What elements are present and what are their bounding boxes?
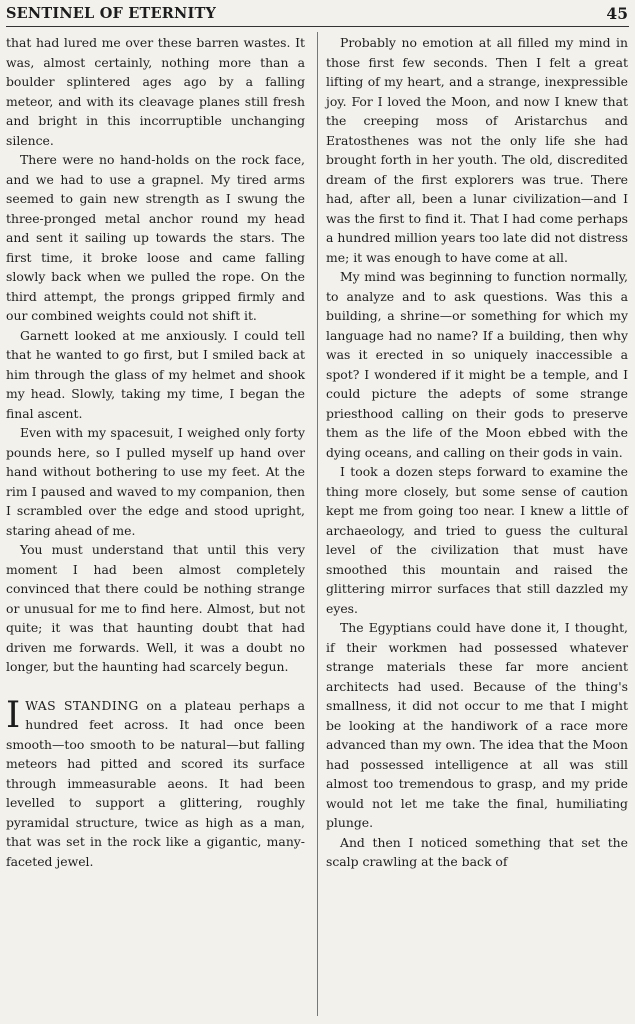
right-column: [326, 33, 628, 872]
paragraph: Garnett looked at me anxiously. I could tell that he wanted to go first, but I smiled back at him through the glass of my helmet and shook my head. Slowly, taking my time, I began the final ascent.: [6, 327, 305, 421]
paragraph: I took a dozen steps forward to examine the thing more closely, but some sense of caution kept me from going too near. I knew a little of archaeology, and tried to guess the cultural level of the civilization that must have smoothed this mountain and raised the glittering mirror surfaces that still dazzled my eyes.: [326, 464, 628, 616]
paragraph: that had lured me over these barren wastes. It was, almost certainly, nothing more than a boulder splintered ages ago by a falling meteor, and with its cleavage planes still fresh and bright in this incorruptible unchanging silence.: [6, 35, 305, 148]
small-caps-lead: WAS STANDING: [25, 697, 139, 713]
header-rule: [6, 26, 629, 27]
paragraph-text: on a plateau perhaps a hundred feet across. It had once been smooth—too smooth to be natural—but falling meteors had pitted and scored its surface through immeasurable aeons. It had been levelled to support a glittering, roughly pyramidal structure, twice as high as a man, that was set in the rock like a gigantic, many-faceted jewel.: [6, 697, 305, 869]
left-column: [6, 33, 305, 871]
paragraph: The Egyptians could have done it, I thought, if their workmen had possessed whatever strange materials these far more ancient architects had used. Because of the thing's smallness, it did not occur to me that I might be looking at the handiwork of a race more advanced than my own. The idea that the Moon had possessed intelligence at all was still almost too tremendous to grasp, and my pride would not let me take the final, humiliating plunge.: [326, 620, 628, 830]
paragraph: And then I noticed something that set the scalp crawling at the back of: [326, 834, 628, 869]
drop-cap: I: [6, 694, 21, 736]
paragraph: There were no hand-holds on the rock face, and we had to use a grapnel. My tired arms seemed to gain new strength as I swung the three-pronged metal anchor round my head and sent it sailing up towards the stars. The first time, it broke loose and came falling slowly back when we pulled the rope. On the third attempt, the prongs gripped firmly and our combined weights could not shift it.: [6, 152, 305, 323]
page-header: [6, 2, 628, 26]
column-divider: [317, 32, 318, 1016]
section-opening-paragraph: [6, 696, 305, 872]
paragraph: My mind was beginning to function normally, to analyze and to ask questions. Was this a building, a shrine—or something for which my language had no name? If a building, then why was it erected in so uniquely inaccessible a spot? I wondered if it might be a temple, and I could picture the adepts of some strange priesthood calling on their gods to preserve them as the life of the Moon ebbed with the dying oceans, and calling on their gods in vain.: [326, 269, 628, 460]
paragraph: Even with my spacesuit, I weighed only forty pounds here, so I pulled myself up hand over hand without bothering to use my feet. At the rim I paused and waved to my companion, then I scrambled over the edge and stood upright, staring ahead of me.: [6, 425, 305, 538]
paragraph: Probably no emotion at all filled my mind in those first few seconds. Then I felt a great lifting of my heart, and a strange, inexpressible joy. For I loved the Moon, and now I knew that the creeping moss of Aristarchus and Eratosthenes was not the only life she had brought forth in her youth. The old, discredited dream of the first explorers was true. There had, after all, been a lunar civilization—and I was the first to find it. That I had come perhaps a hundred million years too late did not distress me; it was enough to have come at all.: [326, 35, 629, 265]
paragraph: You must understand that until this very moment I had been almost completely convinced that there could be nothing strange or unusual for me to find here. Almost, but not quite; it was that haunting doubt that had driven me forwards. Well, it was a doubt no longer, but the haunting had scarcely begun.: [6, 542, 305, 674]
running-head: SENTINEL OF ETERNITY: [6, 5, 216, 22]
page-number: 45: [606, 4, 628, 23]
